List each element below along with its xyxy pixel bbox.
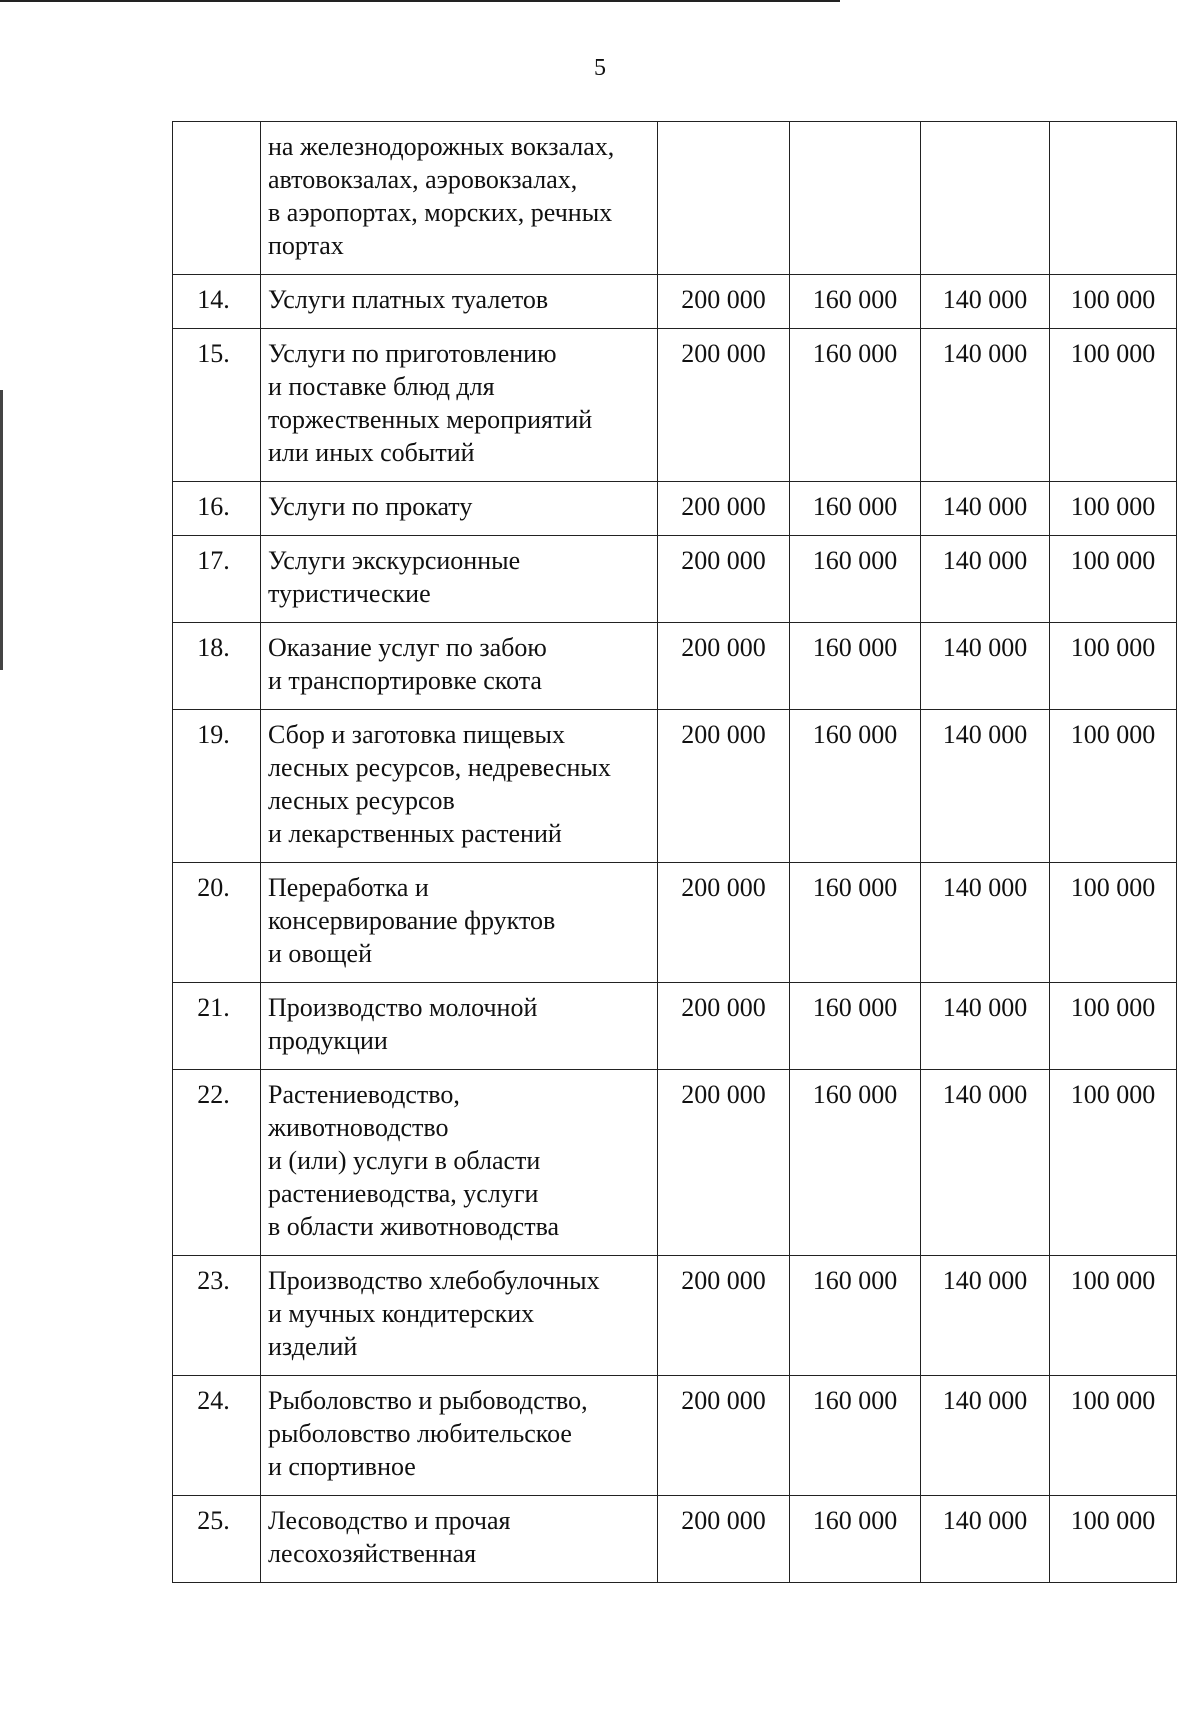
- table-row: [173, 329, 1177, 482]
- row-number-cell: 24.: [173, 1376, 261, 1496]
- value-col-3-cell: 140 000: [921, 1496, 1050, 1583]
- activity-name-cell: Услуги платных туалетов: [261, 275, 658, 329]
- value-col-3-cell: 140 000: [921, 863, 1050, 983]
- value-col-2-cell: 160 000: [790, 1070, 921, 1256]
- value-col-1-cell: 200 000: [658, 1376, 790, 1496]
- value-col-1-cell: 200 000: [658, 329, 790, 482]
- value-col-1-cell: 200 000: [658, 863, 790, 983]
- tariff-table: [172, 121, 1177, 1583]
- row-number-cell: [173, 122, 261, 275]
- activity-name-cell: Производство хлебобулочных и мучных кондитерских изделий: [261, 1256, 658, 1376]
- value-col-3-cell: 140 000: [921, 1070, 1050, 1256]
- value-col-3-cell: 140 000: [921, 482, 1050, 536]
- value-col-2-cell: 160 000: [790, 710, 921, 863]
- table-row: [173, 710, 1177, 863]
- value-col-3-cell: 140 000: [921, 983, 1050, 1070]
- table-row: [173, 122, 1177, 275]
- activity-name-cell: Производство молочной продукции: [261, 983, 658, 1070]
- value-col-2-cell: 160 000: [790, 329, 921, 482]
- activity-name-cell: на железнодорожных вокзалах, автовокзалах, аэровокзалах, в аэропортах, морских, речных портах: [261, 122, 658, 275]
- scan-top-rule: [0, 0, 840, 2]
- row-number-cell: 25.: [173, 1496, 261, 1583]
- table-row: [173, 275, 1177, 329]
- value-col-1-cell: 200 000: [658, 482, 790, 536]
- value-col-1-cell: 200 000: [658, 1070, 790, 1256]
- value-col-4-cell: 100 000: [1050, 623, 1177, 710]
- value-col-3-cell: 140 000: [921, 536, 1050, 623]
- value-col-2-cell: 160 000: [790, 1496, 921, 1583]
- row-number-cell: 14.: [173, 275, 261, 329]
- row-number-cell: 19.: [173, 710, 261, 863]
- table-row: [173, 1256, 1177, 1376]
- value-col-4-cell: 100 000: [1050, 329, 1177, 482]
- row-number-cell: 23.: [173, 1256, 261, 1376]
- value-col-4-cell: 100 000: [1050, 1070, 1177, 1256]
- value-col-1-cell: 200 000: [658, 1256, 790, 1376]
- value-col-3-cell: 140 000: [921, 1256, 1050, 1376]
- page-number: 5: [594, 55, 606, 81]
- value-col-2-cell: 160 000: [790, 983, 921, 1070]
- table-row: [173, 1070, 1177, 1256]
- table-row: [173, 482, 1177, 536]
- activity-name-cell: Рыболовство и рыбоводство, рыболовство любительское и спортивное: [261, 1376, 658, 1496]
- activity-name-cell: Лесоводство и прочая лесохозяйственная: [261, 1496, 658, 1583]
- row-number-cell: 16.: [173, 482, 261, 536]
- table-row: [173, 1376, 1177, 1496]
- value-col-3-cell: 140 000: [921, 710, 1050, 863]
- value-col-3-cell: 140 000: [921, 329, 1050, 482]
- value-col-2-cell: 160 000: [790, 1256, 921, 1376]
- table-row: [173, 863, 1177, 983]
- value-col-4-cell: 100 000: [1050, 710, 1177, 863]
- row-number-cell: 18.: [173, 623, 261, 710]
- scan-left-edge-mark: [0, 390, 3, 670]
- table-row: [173, 623, 1177, 710]
- value-col-3-cell: 140 000: [921, 623, 1050, 710]
- value-col-3-cell: [921, 122, 1050, 275]
- value-col-2-cell: 160 000: [790, 536, 921, 623]
- value-col-3-cell: 140 000: [921, 275, 1050, 329]
- activity-name-cell: Услуги по приготовлению и поставке блюд для торжественных мероприятий или иных событий: [261, 329, 658, 482]
- row-number-cell: 21.: [173, 983, 261, 1070]
- value-col-4-cell: 100 000: [1050, 536, 1177, 623]
- activity-name-cell: Переработка и консервирование фруктов и овощей: [261, 863, 658, 983]
- value-col-1-cell: 200 000: [658, 710, 790, 863]
- value-col-4-cell: 100 000: [1050, 1256, 1177, 1376]
- row-number-cell: 22.: [173, 1070, 261, 1256]
- row-number-cell: 17.: [173, 536, 261, 623]
- activity-name-cell: Сбор и заготовка пищевых лесных ресурсов, недревесных лесных ресурсов и лекарственных растений: [261, 710, 658, 863]
- row-number-cell: 20.: [173, 863, 261, 983]
- value-col-1-cell: [658, 122, 790, 275]
- value-col-4-cell: 100 000: [1050, 275, 1177, 329]
- value-col-3-cell: 140 000: [921, 1376, 1050, 1496]
- value-col-4-cell: [1050, 122, 1177, 275]
- value-col-4-cell: 100 000: [1050, 482, 1177, 536]
- value-col-4-cell: 100 000: [1050, 863, 1177, 983]
- value-col-1-cell: 200 000: [658, 1496, 790, 1583]
- value-col-2-cell: 160 000: [790, 863, 921, 983]
- value-col-4-cell: 100 000: [1050, 983, 1177, 1070]
- value-col-1-cell: 200 000: [658, 623, 790, 710]
- activity-name-cell: Услуги экскурсионные туристические: [261, 536, 658, 623]
- activity-name-cell: Растениеводство, животноводство и (или) услуги в области растениеводства, услуги в области животноводства: [261, 1070, 658, 1256]
- value-col-1-cell: 200 000: [658, 275, 790, 329]
- table-row: [173, 536, 1177, 623]
- value-col-2-cell: [790, 122, 921, 275]
- value-col-4-cell: 100 000: [1050, 1496, 1177, 1583]
- value-col-1-cell: 200 000: [658, 536, 790, 623]
- value-col-4-cell: 100 000: [1050, 1376, 1177, 1496]
- value-col-2-cell: 160 000: [790, 275, 921, 329]
- table-row: [173, 1496, 1177, 1583]
- value-col-2-cell: 160 000: [790, 482, 921, 536]
- activity-name-cell: Оказание услуг по забою и транспортировке скота: [261, 623, 658, 710]
- table-body: [173, 122, 1177, 1583]
- value-col-2-cell: 160 000: [790, 623, 921, 710]
- value-col-2-cell: 160 000: [790, 1376, 921, 1496]
- table-row: [173, 983, 1177, 1070]
- tariff-table-container: [172, 121, 1176, 1583]
- activity-name-cell: Услуги по прокату: [261, 482, 658, 536]
- value-col-1-cell: 200 000: [658, 983, 790, 1070]
- row-number-cell: 15.: [173, 329, 261, 482]
